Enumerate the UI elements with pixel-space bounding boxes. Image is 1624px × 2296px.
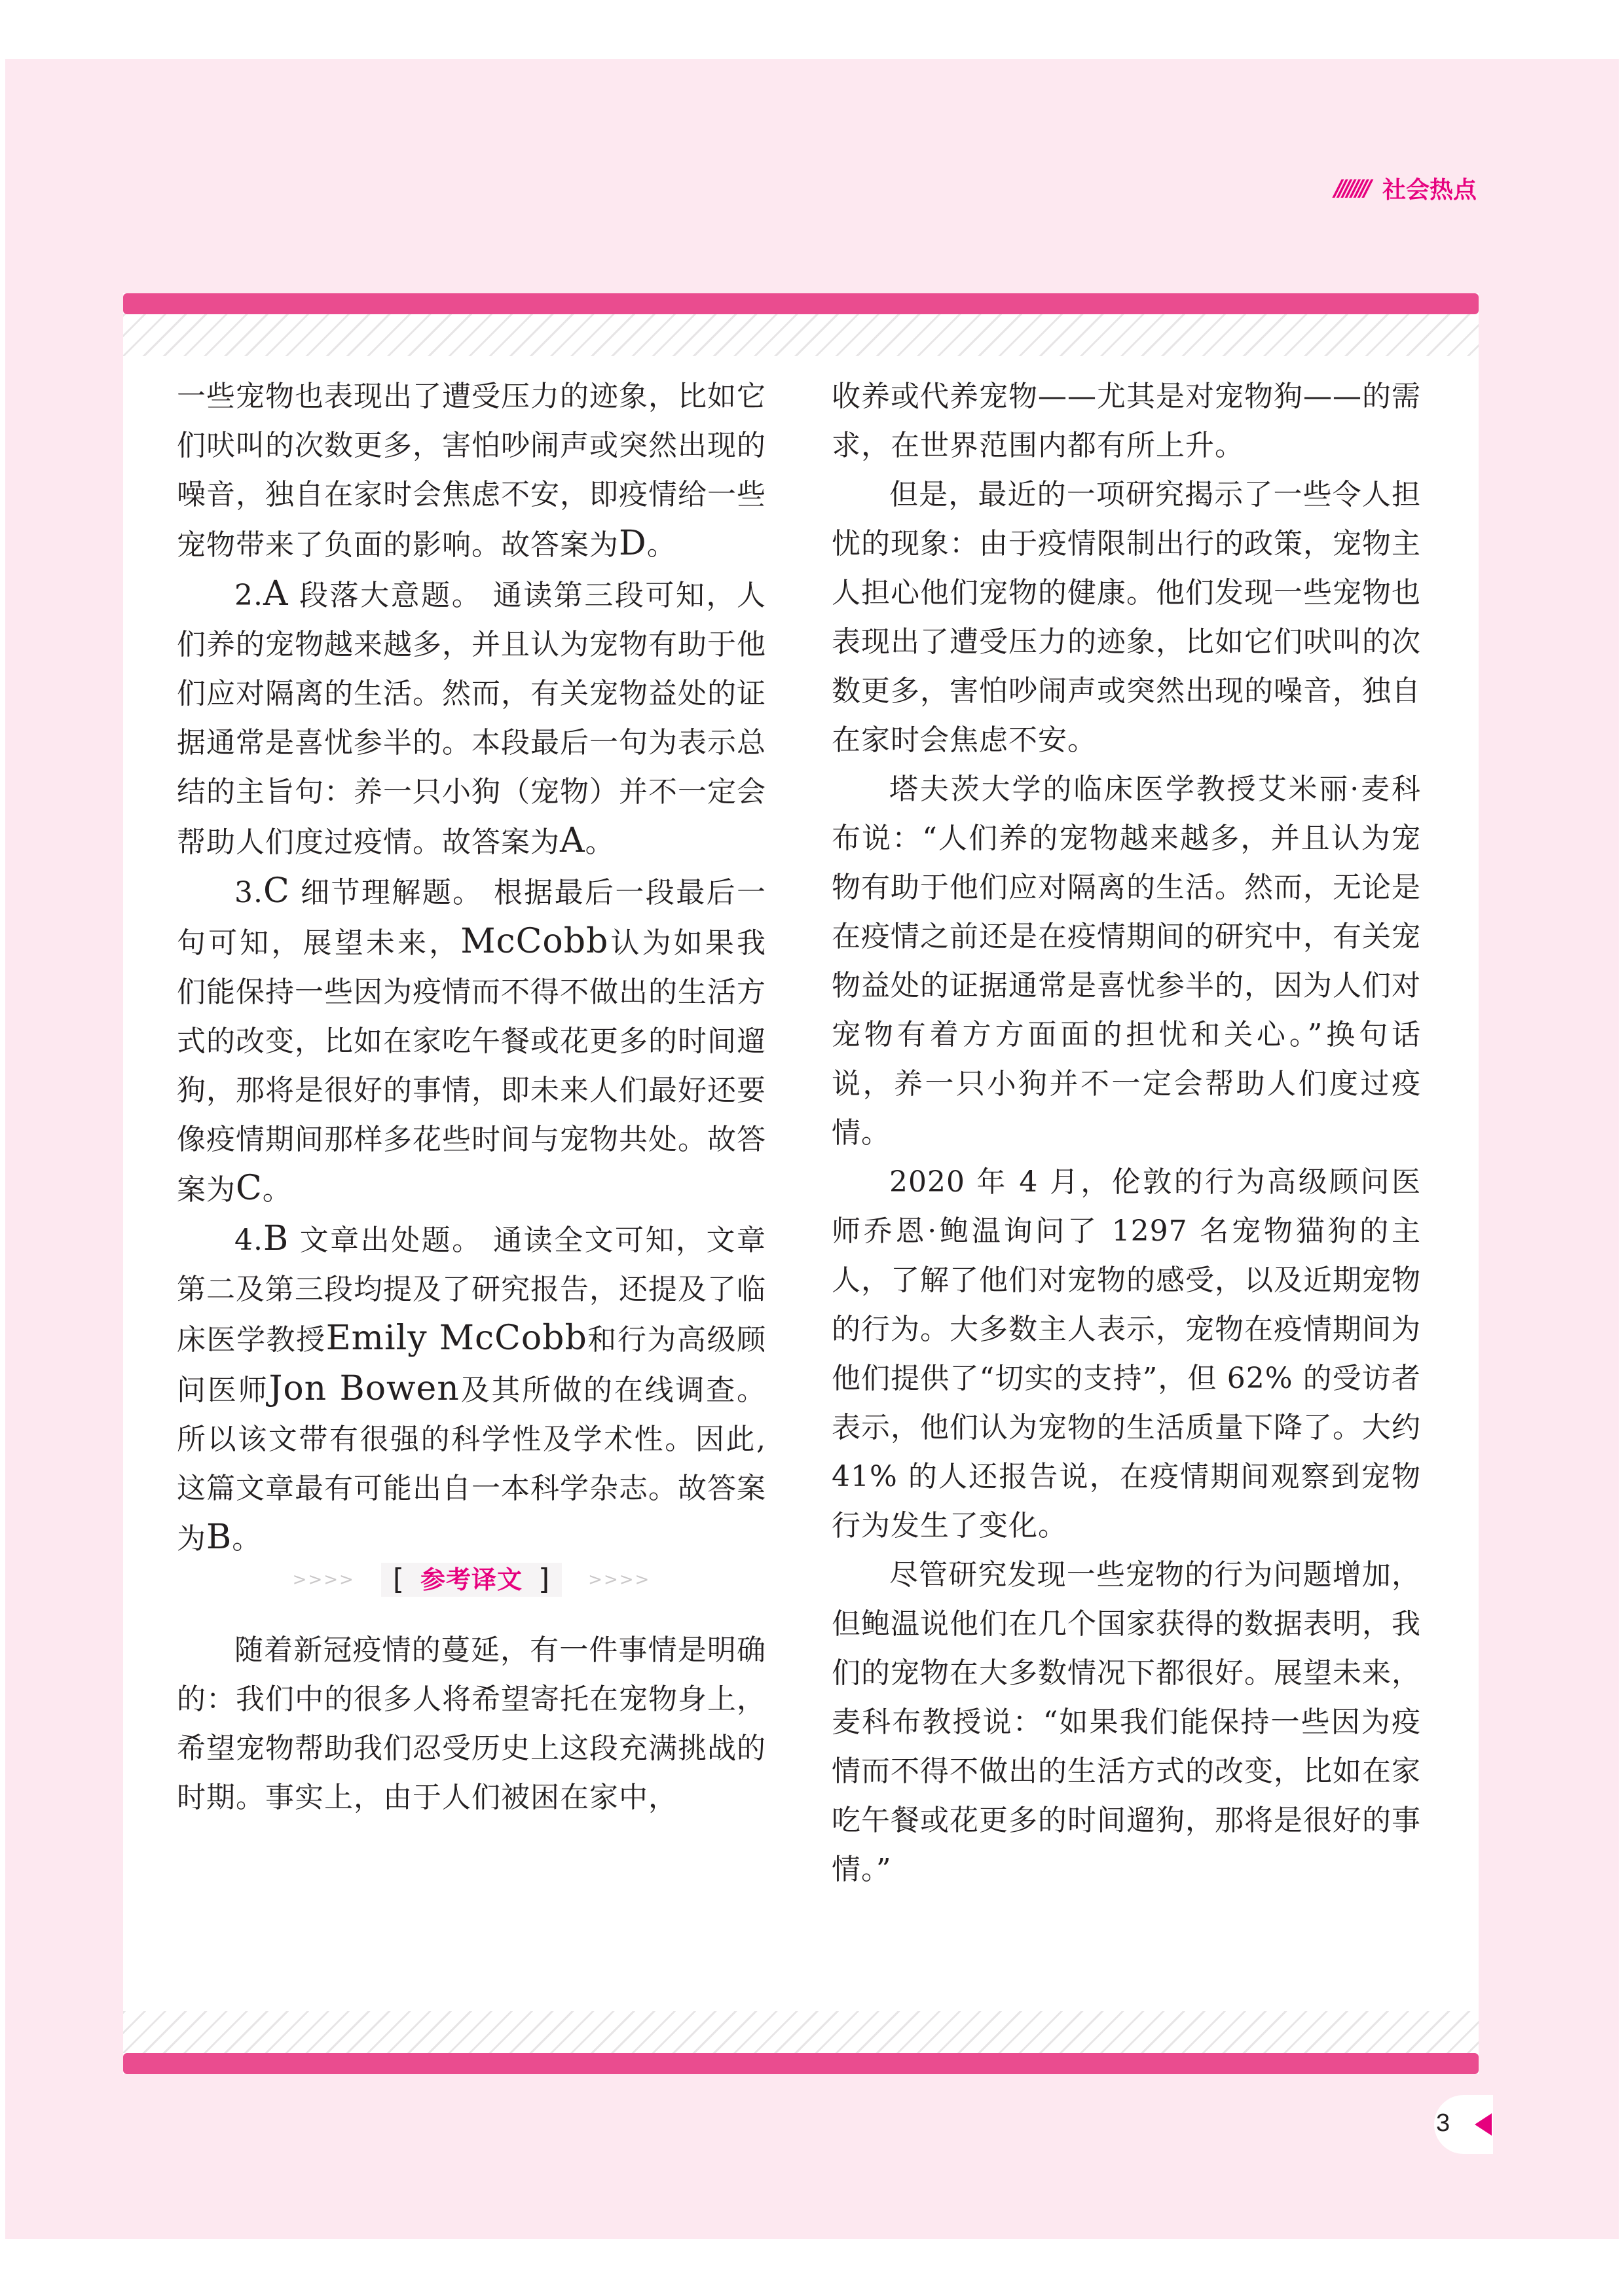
section-title: 社会热点: [1382, 177, 1477, 204]
content-card: [123, 293, 1479, 2074]
right-column: [832, 372, 1421, 1894]
reference-translation-heading: [177, 1563, 766, 1596]
translation-paragraph-2: 收养或代养宠物——尤其是对宠物狗——的需求，在世界范围内都有所上升。: [832, 380, 1421, 462]
chevron-decoration-right: >>>>: [588, 1570, 651, 1590]
translation-paragraph-3: 但是，最近的一项研究揭示了一些令人担忧的现象：由于疫情限制出行的政策，宠物主人担心他们宠物的健康。他们发现一些宠物也表现出了遭受压力的迹象，比如它们吠叫的次数更多，害怕吵闹声或突然出现的噪音，独自在家时会焦虑不安。: [832, 478, 1421, 757]
translation-paragraph-6: 尽管研究发现一些宠物的行为问题增加，但鲍温说他们在几个国家获得的数据表明，我们的宠物在大多数情况下都很好。展望未来，麦科布教授说：“如果我们能保持一些因为疫情而不得不做出的生活方式的改变，比如在家吃午餐或花更多的时间遛狗，那将是很好的事情。”: [832, 1558, 1421, 1886]
bottom-divider-bar: [123, 2053, 1479, 2074]
section-header: [1335, 172, 1477, 205]
translation-paragraph-4: 塔夫茨大学的临床医学教授艾米丽·麦科布说：“人们养的宠物越来越多，并且认为宠物有助于他们应对隔离的生活。然而，无论是在疫情之前还是在疫情期间的研究中，有关宠物益处的证据通常是喜忧参半的，因为人们对宠物有着方方面面的担忧和关心。”换句话说，养一只小狗并不一定会帮助人们度过疫情。: [832, 773, 1421, 1150]
bottom-hatch-band: [123, 2011, 1479, 2053]
bracket-close: ]: [538, 1563, 551, 1596]
left-column: [177, 372, 766, 1822]
translation-paragraph-5: 2020 年 4 月，伦敦的行为高级顾问医师乔恩·鲍温询问了 1297 名宠物猫狗的主人，了解了他们对宠物的感受，以及近期宠物的行为。大多数主人表示，宠物在疫情期间为他们提供了“切实的支持”，但 62% 的受访者表示，他们认为宠物的生活质量下降了。大约 41% 的人还报告说，在疫情期间观察到宠物行为发生了变化。: [832, 1165, 1421, 1542]
page-arrow-icon: [1475, 2113, 1492, 2136]
answer-explanation-2: 2.A 段落大意题。 通读第三段可知，人们养的宠物越来越多，并且认为宠物有助于他们应对隔离的生活。然而，有关宠物益处的证据通常是喜忧参半的。本段最后一句为表示总结的主旨句：养一只小狗（宠物）并不一定会帮助人们度过疫情。故答案为A。: [177, 574, 766, 860]
answer-explanation-4: 4.B 文章出处题。 通读全文可知，文章第二及第三段均提及了研究报告，还提及了临床医学教授Emily McCobb和行为高级顾问医师Jon Bowen及其所做的在线调查。所以该文带有很强的科学性及学术性。因此,这篇文章最有可能出自一本科学杂志。故答案为B。: [177, 1219, 767, 1557]
chevron-decoration-left: >>>>: [292, 1570, 355, 1590]
reference-label-box: [381, 1563, 562, 1597]
translation-paragraph-1: 随着新冠疫情的蔓延，有一件事情是明确的：我们中的很多人将希望寄托在宠物身上，希望宠物帮助我们忍受历史上这段充满挑战的时期。事实上，由于人们被困在家中，: [177, 1633, 766, 1814]
bracket-open: [: [392, 1563, 405, 1596]
page-number: 3: [1436, 2109, 1450, 2137]
answer-explanation-1: 一些宠物也表现出了遭受压力的迹象，比如它们吠叫的次数更多，害怕吵闹声或突然出现的噪音，独自在家时会焦虑不安，即疫情给一些宠物带来了负面的影响。故答案为D。: [177, 380, 766, 563]
reference-title: 参考译文: [420, 1565, 523, 1594]
top-hatch-band: [123, 314, 1479, 356]
top-divider-bar: [123, 293, 1479, 314]
slash-decoration: ////////: [1334, 175, 1368, 202]
answer-explanation-3: 3.C 细节理解题。 根据最后一段最后一句可知，展望未来，McCobb认为如果我们能保持一些因为疫情而不得不做出的生活方式的改变，比如在家吃午餐或花更多的时间遛狗，那将是很好的事情，即未来人们最好还要像疫情期间那样多花些时间与宠物共处。故答案为C。: [177, 871, 767, 1208]
